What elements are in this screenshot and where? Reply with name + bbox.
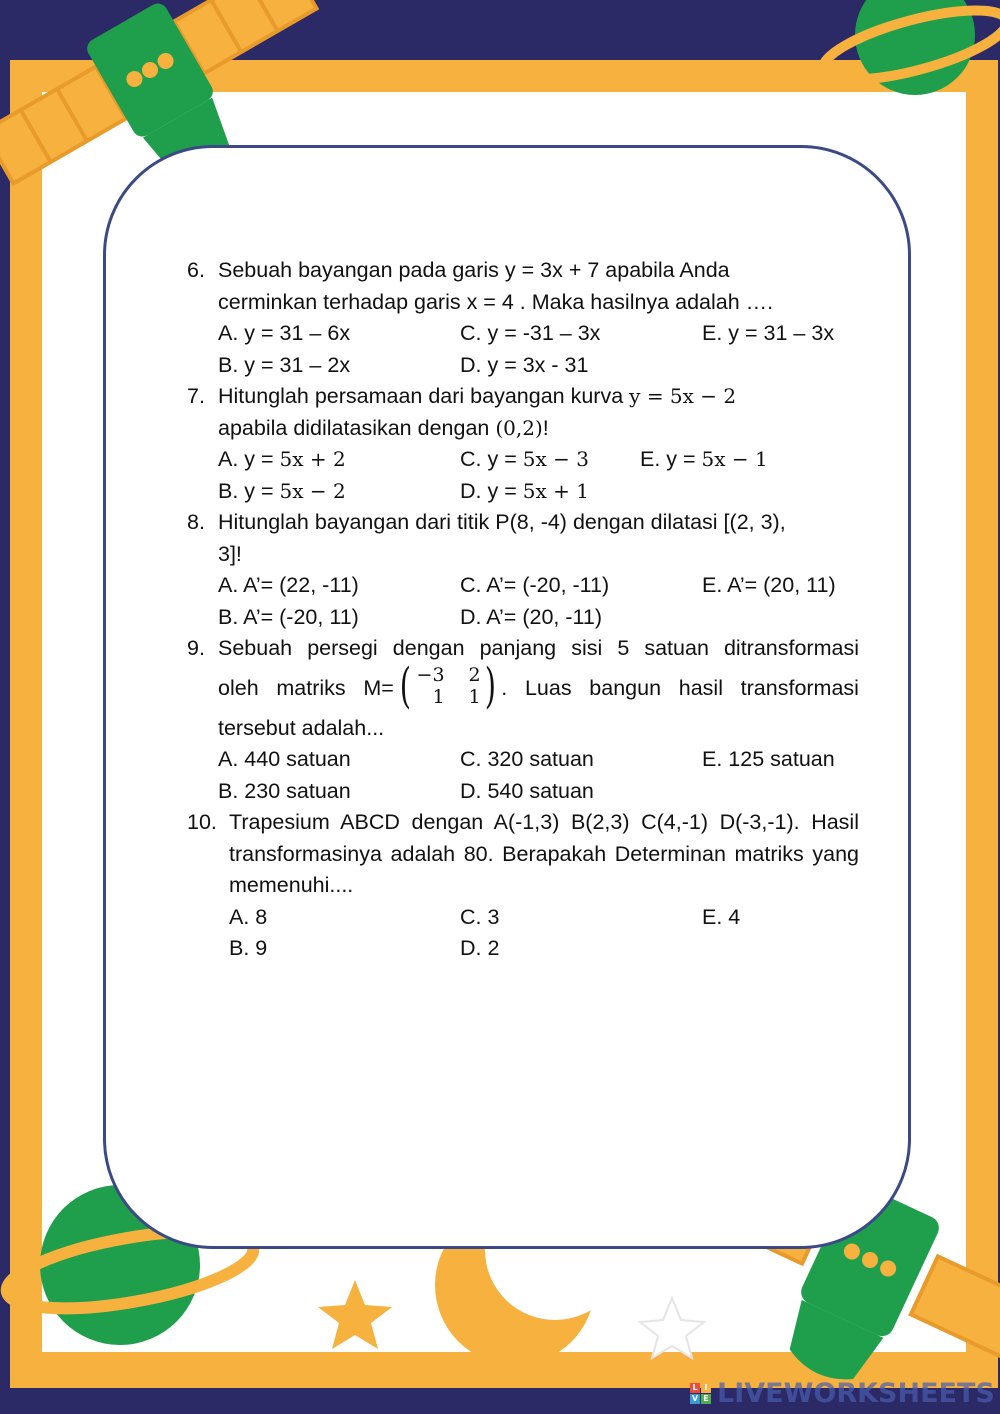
question-text-line: Hitunglah bayangan dari titik P(8, -4) dengan dilatasi [(2, 3),	[218, 510, 786, 534]
question-number: 9.	[187, 636, 205, 660]
option-e[interactable]: E. y = 31 – 3x	[702, 321, 835, 345]
option-b[interactable]: B. 230 satuan	[218, 778, 351, 803]
options-grid	[218, 570, 859, 633]
question-6	[187, 255, 859, 381]
matrix-cell: 2	[468, 663, 481, 686]
option-a[interactable]: A. 440 satuan	[218, 747, 351, 771]
word: Luas	[524, 675, 572, 700]
question-number: 10.	[187, 810, 217, 834]
watermark-text: LIVEWORKSHEETS	[717, 1378, 995, 1409]
options-grid	[218, 318, 859, 381]
option-b[interactable]: B. A’= (-20, 11)	[218, 604, 359, 629]
option-b[interactable]	[218, 476, 460, 508]
word: bangun	[589, 675, 662, 700]
option-label: E. y =	[640, 447, 702, 471]
question-number: 7.	[187, 384, 205, 408]
left-paren: (	[399, 657, 411, 714]
question-text-line: cerminkan terhadap garis x = 4 . Maka hasilnya adalah ….	[218, 289, 774, 314]
question-text: Hitunglah persamaan dari bayangan kurva	[218, 384, 630, 408]
liveworksheets-logo	[690, 1383, 711, 1404]
question-text-line	[218, 413, 859, 445]
option-e[interactable]: E. 125 satuan	[702, 747, 835, 771]
option-label: D. y =	[460, 478, 523, 503]
matrix-cell: 1	[432, 685, 445, 708]
question-number: 8.	[187, 510, 205, 534]
question-text-line: Sebuah bayangan pada garis y = 3x + 7 apabila Anda	[218, 258, 730, 282]
option-math: 5x + 1	[522, 478, 589, 503]
option-math: 5x − 1	[701, 447, 768, 471]
word: hasil	[678, 675, 723, 700]
option-math: 5x − 2	[279, 478, 346, 503]
options-grid	[218, 744, 859, 807]
option-e[interactable]: E. 4	[702, 904, 741, 929]
question-text-line: tersebut adalah...	[218, 715, 385, 740]
options-grid	[229, 902, 859, 965]
curve-equation: y = 5x − 2	[629, 384, 737, 408]
word: matriks	[276, 675, 346, 700]
option-c[interactable]: C. A’= (-20, -11)	[460, 573, 610, 597]
option-d[interactable]: D. 2	[460, 936, 500, 960]
option-d[interactable]: D. y = 3x - 31	[460, 352, 589, 377]
logo-letter: I	[701, 1383, 711, 1393]
option-a[interactable]	[218, 444, 460, 476]
option-math: 5x − 3	[522, 447, 589, 471]
dilation-point: (0,2)	[495, 415, 543, 440]
question-text: apabila didilatasikan dengan	[218, 415, 496, 440]
option-a[interactable]: A. y = 31 – 6x	[218, 321, 351, 345]
option-c[interactable]: C. 320 satuan	[460, 747, 594, 771]
option-d[interactable]: D. A’= (20, -11)	[460, 604, 602, 629]
question-text-line: 3]!	[218, 541, 242, 566]
option-a[interactable]: A. A’= (22, -11)	[218, 573, 359, 597]
option-c[interactable]: C. 3	[460, 904, 500, 929]
word: oleh	[218, 675, 259, 700]
option-label: C. y =	[460, 447, 523, 471]
option-e[interactable]: E. A’= (20, 11)	[702, 573, 836, 597]
option-label: B. y =	[218, 478, 280, 503]
option-c[interactable]: C. y = -31 – 3x	[460, 321, 601, 345]
transformation-matrix	[396, 657, 499, 714]
punctuation: !	[542, 415, 549, 440]
option-d[interactable]	[460, 476, 640, 508]
option-c[interactable]	[460, 444, 640, 476]
matrix-cell: 1	[468, 685, 481, 708]
option-math: 5x + 2	[279, 447, 346, 471]
logo-letter: L	[690, 1383, 700, 1393]
right-paren: )	[484, 657, 496, 714]
question-number: 6.	[187, 258, 205, 282]
option-d[interactable]: D. 540 satuan	[460, 778, 594, 803]
matrix-expression: M= ( −3 2 1 1 ) .	[363, 657, 508, 714]
word: transformasi	[740, 675, 859, 700]
question-text: Trapesium ABCD dengan A(-1,3) B(2,3) C(4,-1) D(-3,-1). Hasil transformasinya adalah 80. Berapakah Determinan matriks yang memenuhi....	[229, 810, 859, 897]
question-8	[187, 507, 859, 633]
question-text-line	[218, 657, 859, 714]
question-list	[187, 255, 859, 965]
logo-letter: E	[701, 1394, 711, 1404]
logo-letter: V	[691, 1394, 699, 1403]
matrix-grid	[415, 664, 481, 708]
question-7	[187, 381, 859, 507]
option-e[interactable]	[640, 444, 859, 476]
question-9	[187, 633, 859, 807]
option-label: A. y =	[218, 447, 280, 471]
question-10	[187, 807, 859, 965]
question-text-line	[218, 381, 859, 413]
matrix-cell: −3	[416, 663, 445, 686]
question-text-line: Sebuah persegi dengan panjang sisi 5 satuan ditransformasi	[218, 636, 859, 660]
option-a[interactable]: A. 8	[229, 904, 268, 929]
liveworksheets-watermark	[690, 1378, 995, 1409]
option-b[interactable]: B. y = 31 – 2x	[218, 352, 351, 377]
options-grid	[218, 444, 859, 507]
option-b[interactable]: B. 9	[229, 936, 268, 960]
matrix-label: M=	[363, 675, 394, 700]
